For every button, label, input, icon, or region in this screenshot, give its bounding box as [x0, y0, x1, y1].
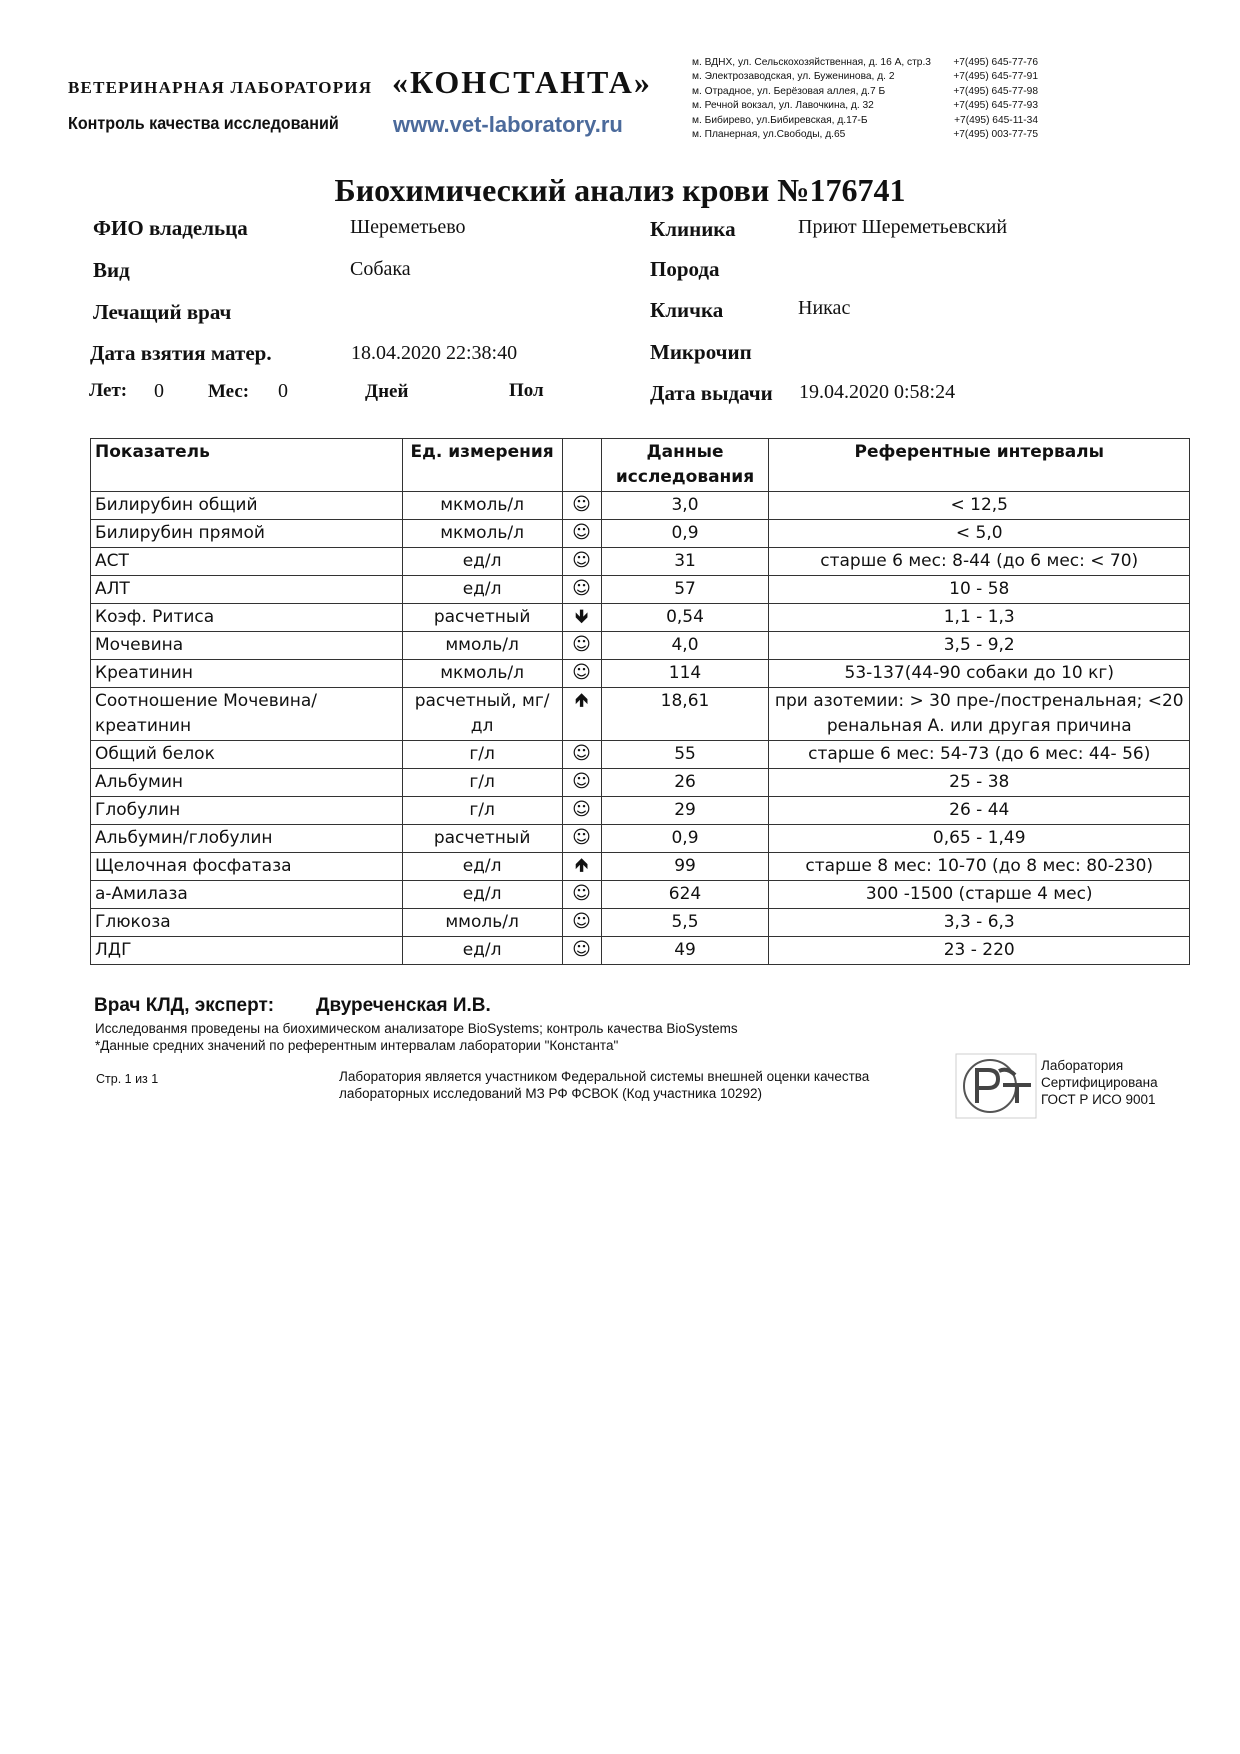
table-row — [91, 548, 1190, 576]
smiley-icon: ☺ — [572, 662, 591, 683]
cell-reference: старше 6 мес: 54-73 (до 6 мес: 44- 56) — [769, 741, 1190, 769]
smiley-icon: ☺ — [572, 883, 591, 904]
fsvok-line-1: Лаборатория является участником Федеральной системы внешней оценки качества — [339, 1069, 870, 1084]
smiley-icon: ☺ — [572, 743, 591, 764]
address-row — [692, 70, 1038, 84]
months-value: 0 — [278, 380, 288, 402]
cell-reference: 3,3 - 6,3 — [769, 909, 1190, 937]
cell-parameter: Креатинин — [91, 660, 403, 688]
cell-unit: ммоль/л — [402, 632, 562, 660]
address-text: м. Бибирево, ул.Бибиревская, д.17-Б — [692, 114, 868, 126]
clinic-value: Приют Шереметьевский — [798, 216, 1008, 238]
cell-flag — [562, 909, 601, 937]
reference-note: *Данные средних значений по референтным интервалам лаборатории "Константа" — [95, 1038, 619, 1053]
cell-reference: 300 -1500 (старше 4 мес) — [769, 881, 1190, 909]
sample-date-value: 18.04.2020 22:38:40 — [351, 342, 518, 364]
cert-line-3: ГОСТ Р ИСО 9001 — [1041, 1092, 1156, 1107]
cell-parameter: a-Амилаза — [91, 881, 403, 909]
address-row — [692, 85, 1038, 99]
table-row — [91, 937, 1190, 965]
smiley-icon: ☺ — [572, 634, 591, 655]
header-flag — [562, 439, 601, 492]
table-row — [91, 492, 1190, 520]
address-phone: +7(495) 645-11-34 — [954, 114, 1038, 126]
lab-label: ВЕТЕРИНАРНАЯ ЛАБОРАТОРИЯ — [68, 78, 373, 97]
months-label: Мес: — [208, 381, 250, 402]
species-value: Собака — [350, 258, 411, 280]
cell-reference: 3,5 - 9,2 — [769, 632, 1190, 660]
smiley-icon: ☺ — [572, 771, 591, 792]
cell-flag — [562, 520, 601, 548]
table-row — [91, 576, 1190, 604]
smiley-icon: ☺ — [572, 827, 591, 848]
cell-result: 29 — [601, 797, 769, 825]
cell-parameter: Общий белок — [91, 741, 403, 769]
header-result — [601, 439, 769, 492]
table-row — [91, 853, 1190, 881]
table-row — [91, 688, 1190, 741]
cell-result: 5,5 — [601, 909, 769, 937]
cell-unit: ммоль/л — [402, 909, 562, 937]
microchip-label: Микрочип — [650, 340, 752, 364]
analyzer-note: Исследованмя проведены на биохимическом анализаторе BioSystems; контроль качества BioSystems — [95, 1021, 738, 1036]
table-header-row — [91, 439, 1190, 492]
address-text: м. Электрозаводская, ул. Буженинова, д. 2 — [692, 71, 895, 83]
cell-result: 3,0 — [601, 492, 769, 520]
header-unit: Ед. измерения — [402, 439, 562, 492]
smiley-icon: ☺ — [572, 578, 591, 599]
cell-parameter: ЛДГ — [91, 937, 403, 965]
cert-line-2: Сертифицирована — [1041, 1075, 1158, 1090]
cell-unit: расчетный — [402, 604, 562, 632]
cell-flag — [562, 937, 601, 965]
address-text: м. Отрадное, ул. Берёзовая аллея, д.7 Б — [692, 85, 886, 97]
cell-result: 57 — [601, 576, 769, 604]
address-phone: +7(495) 645-77-98 — [953, 85, 1038, 97]
header-result-line1: Данные — [646, 442, 724, 462]
arrow-up-icon: 🡹 — [575, 690, 589, 711]
cell-unit: ед/л — [402, 576, 562, 604]
cell-parameter: Билирубин прямой — [91, 520, 403, 548]
rst-certification-mark-icon — [955, 1053, 1037, 1119]
address-phone: +7(495) 645-77-93 — [953, 100, 1038, 112]
cell-result: 49 — [601, 937, 769, 965]
table-row — [91, 881, 1190, 909]
address-text: м. ВДНХ, ул. Сельскохозяйственная, д. 16 А, стр.3 — [692, 57, 931, 68]
smiley-icon: ☺ — [572, 494, 591, 515]
cell-flag — [562, 741, 601, 769]
cell-result: 26 — [601, 769, 769, 797]
days-label: Дней — [365, 381, 409, 402]
cell-unit: г/л — [402, 741, 562, 769]
address-phone: +7(495) 003-77-75 — [953, 129, 1038, 141]
cell-unit: расчетный — [402, 825, 562, 853]
cell-unit: мкмоль/л — [402, 660, 562, 688]
cell-reference: 53-137(44-90 собаки до 10 кг) — [769, 660, 1190, 688]
cell-reference: < 5,0 — [769, 520, 1190, 548]
certification-text — [1041, 1057, 1158, 1108]
cell-parameter: АСТ — [91, 548, 403, 576]
cell-parameter: Мочевина — [91, 632, 403, 660]
doctor-label: Лечащий врач — [93, 300, 232, 324]
cell-flag — [562, 797, 601, 825]
table-row — [91, 797, 1190, 825]
cert-line-1: Лаборатория — [1041, 1058, 1124, 1073]
cell-parameter: Глюкоза — [91, 909, 403, 937]
expert-label: Врач КЛД, эксперт: — [94, 995, 275, 1016]
table-row — [91, 825, 1190, 853]
page-number: Стр. 1 из 1 — [96, 1072, 159, 1086]
years-value: 0 — [154, 380, 164, 402]
cell-unit: мкмоль/л — [402, 520, 562, 548]
years-label: Лет: — [89, 380, 128, 401]
cell-parameter: Билирубин общий — [91, 492, 403, 520]
cell-reference: 10 - 58 — [769, 576, 1190, 604]
cell-unit: расчетный, мг/дл — [402, 688, 562, 741]
sex-label: Пол — [509, 380, 544, 401]
table-row — [91, 660, 1190, 688]
cell-reference: 23 - 220 — [769, 937, 1190, 965]
cell-flag — [562, 881, 601, 909]
cell-flag — [562, 769, 601, 797]
address-row — [692, 128, 1038, 142]
pet-name-label: Кличка — [650, 298, 724, 322]
lab-subtitle: Контроль качества исследований — [68, 113, 339, 133]
owner-label: ФИО владельца — [93, 216, 248, 240]
table-row — [91, 520, 1190, 548]
cell-flag — [562, 576, 601, 604]
address-text: м. Речной вокзал, ул. Лавочкина, д. 32 — [692, 100, 874, 112]
cell-result: 114 — [601, 660, 769, 688]
cell-reference: 26 - 44 — [769, 797, 1190, 825]
address-phone: +7(495) 645-77-76 — [953, 57, 1038, 68]
header-reference: Референтные интервалы — [769, 439, 1190, 492]
arrow-up-icon: 🡹 — [575, 855, 589, 876]
cell-flag — [562, 660, 601, 688]
cell-unit: г/л — [402, 769, 562, 797]
breed-label: Порода — [650, 257, 720, 281]
lab-name: «КОНСТАНТА» — [392, 64, 652, 100]
cell-parameter: Глобулин — [91, 797, 403, 825]
cell-parameter: АЛТ — [91, 576, 403, 604]
cell-reference: старше 8 мес: 10-70 (до 8 мес: 80-230) — [769, 853, 1190, 881]
table-row — [91, 741, 1190, 769]
cell-flag — [562, 853, 601, 881]
header-parameter: Показатель — [91, 439, 403, 492]
cell-result: 99 — [601, 853, 769, 881]
address-list — [692, 56, 1038, 142]
results-table — [90, 438, 1190, 965]
cell-result: 31 — [601, 548, 769, 576]
cell-result: 4,0 — [601, 632, 769, 660]
cell-parameter: Коэф. Ритиса — [91, 604, 403, 632]
cell-reference: старше 6 мес: 8-44 (до 6 мес: < 70) — [769, 548, 1190, 576]
clinic-label: Клиника — [650, 217, 736, 241]
cell-parameter: Соотношение Мочевина/креатинин — [91, 688, 403, 741]
smiley-icon: ☺ — [572, 939, 591, 960]
table-row — [91, 909, 1190, 937]
cell-flag — [562, 548, 601, 576]
address-text: м. Планерная, ул.Свободы, д.65 — [692, 129, 846, 141]
cell-reference: 0,65 - 1,49 — [769, 825, 1190, 853]
address-row — [692, 56, 1038, 70]
cell-parameter: Щелочная фосфатаза — [91, 853, 403, 881]
issue-date-label: Дата выдачи — [650, 381, 773, 405]
smiley-icon: ☺ — [572, 799, 591, 820]
table-row — [91, 632, 1190, 660]
pet-name-value: Никас — [798, 297, 851, 319]
address-row — [692, 114, 1038, 128]
cell-unit: мкмоль/л — [402, 492, 562, 520]
table-row — [91, 769, 1190, 797]
expert-name: Двуреченская И.В. — [316, 995, 491, 1016]
cell-reference: 25 - 38 — [769, 769, 1190, 797]
cell-reference: 1,1 - 1,3 — [769, 604, 1190, 632]
cell-unit: ед/л — [402, 937, 562, 965]
cell-parameter: Альбумин — [91, 769, 403, 797]
cell-unit: ед/л — [402, 881, 562, 909]
owner-value: Шереметьево — [350, 216, 466, 238]
cell-flag — [562, 492, 601, 520]
address-row — [692, 99, 1038, 113]
table-row — [91, 604, 1190, 632]
cell-result: 624 — [601, 881, 769, 909]
cell-result: 18,61 — [601, 688, 769, 741]
cell-flag — [562, 632, 601, 660]
address-phone: +7(495) 645-77-91 — [953, 71, 1038, 83]
lab-website-link[interactable]: www.vet-laboratory.ru — [393, 112, 623, 137]
cell-result: 0,9 — [601, 520, 769, 548]
cell-unit: г/л — [402, 797, 562, 825]
cell-parameter: Альбумин/глобулин — [91, 825, 403, 853]
cell-reference: при азотемии: > 30 пре-/постренальная; <20 ренальная А. или другая причина — [769, 688, 1190, 741]
fsvok-line-2: лабораторных исследований МЗ РФ ФСВОК (Код участника 10292) — [339, 1086, 763, 1101]
cell-unit: ед/л — [402, 853, 562, 881]
fsvok-note — [339, 1068, 869, 1102]
cell-flag — [562, 825, 601, 853]
issue-date-value: 19.04.2020 0:58:24 — [799, 381, 956, 403]
cell-reference: < 12,5 — [769, 492, 1190, 520]
cell-result: 55 — [601, 741, 769, 769]
smiley-icon: ☺ — [572, 911, 591, 932]
cell-unit: ед/л — [402, 548, 562, 576]
cell-result: 0,54 — [601, 604, 769, 632]
smiley-icon: ☺ — [572, 522, 591, 543]
cell-flag — [562, 688, 601, 741]
sample-date-label: Дата взятия матер. — [90, 341, 272, 365]
smiley-icon: ☺ — [572, 550, 591, 571]
cell-flag — [562, 604, 601, 632]
document-title: Биохимический анализ крови №176741 — [334, 172, 906, 208]
arrow-down-icon: 🡻 — [575, 606, 589, 627]
cell-result: 0,9 — [601, 825, 769, 853]
header-result-line2: исследования — [615, 467, 755, 487]
species-label: Вид — [93, 258, 130, 282]
